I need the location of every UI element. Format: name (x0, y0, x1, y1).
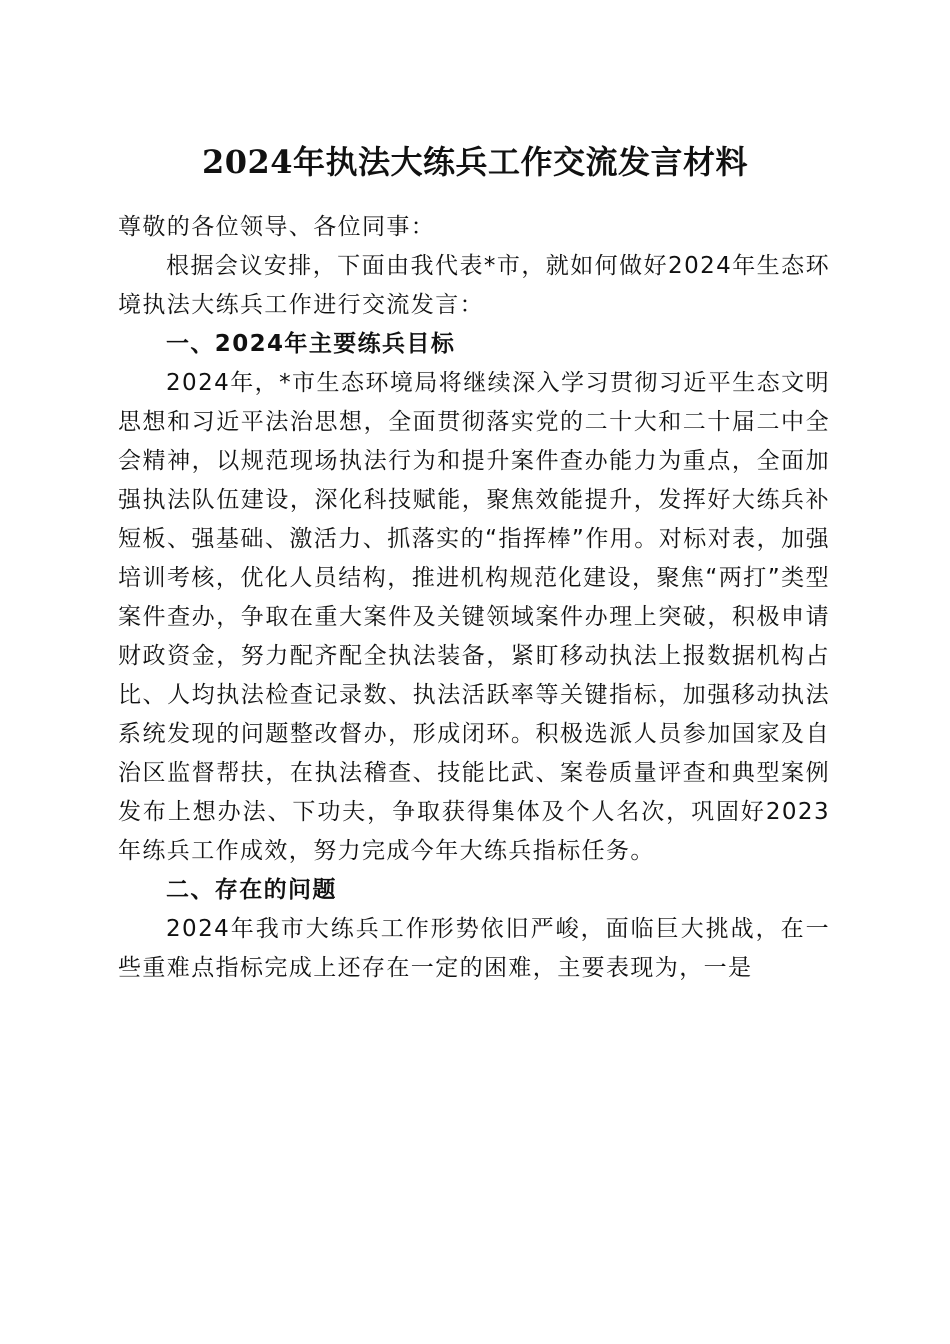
section-heading-goals: 一、2024年主要练兵目标 (166, 331, 456, 357)
section-heading-problems: 二、存在的问题 (166, 877, 337, 903)
section-paragraph-goals: 2024年，*市生态环境局将继续深入学习贯彻习近平生态文明思想和习近平法治思想，全面贯彻落实党的二十大和二十届二中全会精神，以规范现场执法行为和提升案件查办能力为重点，全面加强执法队伍建设，深化科技赋能，聚焦效能提升，发挥好大练兵补短板、强基础、激活力、抓落实的“指挥棒”作用。对标对表，加强培训考核，优化人员结构，推进机构规范化建设，聚焦“两打”类型案件查办，争取在重大案件及关键领域案件办理上突破，积极申请财政资金，努力配齐配全执法装备，紧盯移动执法上报数据机构占比、人均执法检查记录数、执法活跃率等关键指标，加强移动执法系统发现的问题整改督办，形成闭环。积极选派人员参加国家及自治区监督帮扶，在执法稽查、技能比武、案卷质量评查和典型案例发布上想办法、下功夫，争取获得集体及个人名次，巩固好2023年练兵工作成效，努力完成今年大练兵指标任务。 (118, 370, 830, 864)
document-body (118, 208, 830, 988)
salutation: 尊敬的各位领导、各位同事： (118, 214, 436, 240)
document-title: 2024年执法大练兵工作交流发言材料 (201, 143, 749, 181)
section-paragraph-problems: 2024年我市大练兵工作形势依旧严峻，面临巨大挑战，在一些重难点指标完成上还存在一定的困难，主要表现为，一是 (118, 916, 830, 981)
intro-paragraph: 根据会议安排，下面由我代表*市，就如何做好2024年生态环境执法大练兵工作进行交流发言： (118, 253, 830, 318)
